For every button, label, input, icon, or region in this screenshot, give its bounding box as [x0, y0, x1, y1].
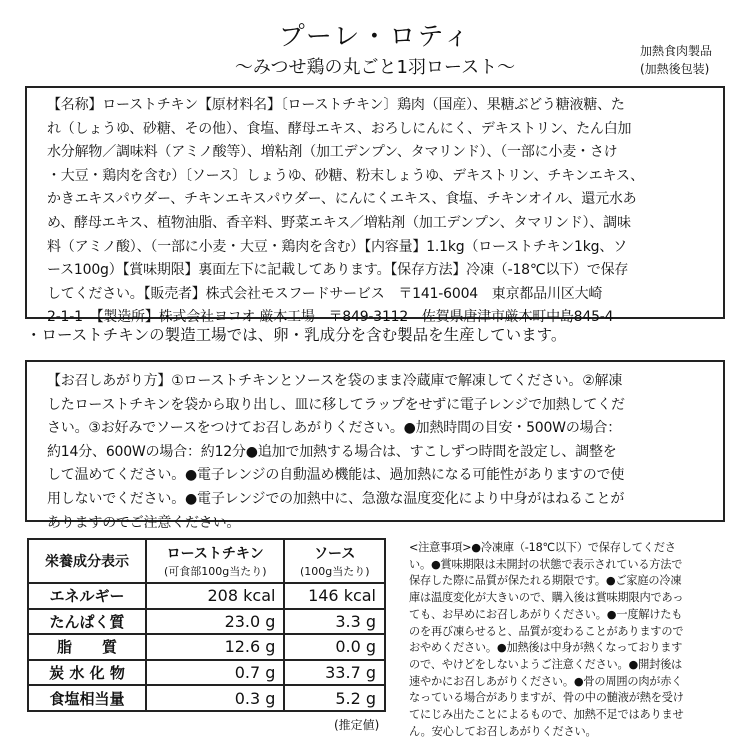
- caution-line: のを再び凍らせると、品質が変わることがありますので: [409, 624, 684, 638]
- howto-box: [25, 360, 725, 531]
- caution-line: なっている場合がありますが、骨の中の髄液が熱を受け: [409, 691, 684, 705]
- product-category: 加熱食肉製品: [640, 44, 713, 58]
- nutrient-name: エネルギー: [28, 583, 146, 609]
- nutrient-value-chicken: 0.7 g: [146, 660, 284, 686]
- nutrition-row: [28, 583, 385, 609]
- caution-line: ても、お早めにお召しあがりください。●一度解けたも: [409, 607, 683, 621]
- nutrient-value-chicken: 23.0 g: [146, 609, 284, 635]
- nutrient-value-chicken: 0.3 g: [146, 685, 284, 711]
- label-line: 料（アミノ酸）、（一部に小麦・大豆・鶏肉を含む）【内容量】1.1kg（ローストチキン1kg、ソ: [47, 238, 627, 255]
- nutrient-value-sauce: 3.3 g: [284, 609, 385, 635]
- allergen-note: ・ローストチキンの製造工場では、卵・乳成分を含む製品を生産しています。: [26, 326, 567, 344]
- nutrition-row: [28, 685, 385, 711]
- nutrient-value-sauce: 5.2 g: [284, 685, 385, 711]
- caution-line: い。●賞味期限は未開封の状態で表示されている方法で: [409, 557, 683, 571]
- caution-line: 保存した際に品質が保たれる期限です。●ご家庭の冷凍: [409, 574, 682, 588]
- nutrient-value-sauce: 146 kcal: [284, 583, 385, 609]
- nutrient-value-sauce: 33.7 g: [284, 660, 385, 686]
- caution-notes: [409, 540, 729, 740]
- nutrient-value-chicken: 12.6 g: [146, 634, 284, 660]
- nutrient-name: 脂 質: [28, 634, 146, 660]
- nutrition-row: [28, 634, 385, 660]
- product-title: プーレ・ロティ: [278, 22, 472, 52]
- product-category-note: (加熱後包装): [640, 62, 710, 76]
- howto-line: さい。③お好みでソースをつけてお召しあがりください。●加熱時間の目安・500Wの場合：: [47, 420, 622, 437]
- col-subtitle: (100g当たり): [299, 565, 370, 578]
- nutrition-col-sauce: [284, 539, 385, 583]
- label-line: 水分解物／調味料（アミノ酸等）、増粘剤（加工デンプン、タマリンド）、（一部に小麦・さけ: [47, 144, 618, 161]
- nutrition-table: [27, 538, 386, 712]
- caution-line: 速やかにお召しあがりください。●骨の周囲の肉が赤く: [409, 674, 683, 688]
- howto-line: 約14分、600Wの場合：約12分●追加で加熱する場合は、すこしずつ時間を設定し、調整を: [47, 443, 617, 460]
- col-title: ソース: [314, 546, 356, 562]
- caution-line: <注意事項>●冷凍庫（-18℃以下）で保存してくださ: [409, 541, 676, 554]
- nutrition-header-row: [28, 539, 385, 583]
- label-line: してください。【販売者】株式会社モスフードサービス 〒141-6004 東京都品川区大崎: [47, 285, 603, 302]
- label-line: 【名称】ローストチキン【原材料名】〔ローストチキン〕鶏肉（国産）、果糖ぶどう糖液糖、た: [47, 97, 625, 113]
- label-line: 2-1-1 【製造所】株式会社ヨコオ 厳木工場 〒849-3112 佐賀県唐津市厳木町中島845-4: [47, 309, 614, 326]
- caution-line: ん。安心してお召しあがりください。: [409, 724, 597, 738]
- estimate-note: (推定値): [334, 718, 380, 732]
- nutrition-header-label: 栄養成分表示: [28, 539, 146, 583]
- nutrient-name: 食塩相当量: [28, 685, 146, 711]
- nutrition-col-chicken: [146, 539, 284, 583]
- caution-line: おやめください。●加熱後は中身が熱くなっております: [409, 641, 683, 655]
- caution-line: てにじみ出たことによるもので、加熱不足ではありませ: [409, 708, 684, 722]
- howto-line: して温めてください。●電子レンジの自動温め機能は、過加熱になる可能性がありますので使: [47, 467, 625, 484]
- nutrition-row: [28, 660, 385, 686]
- howto-line: ありますのでご注意ください。: [47, 514, 241, 531]
- ingredients-label-box: [25, 86, 725, 326]
- caution-line: ので、やけどをしないようご注意ください。●開封後は: [409, 657, 683, 671]
- nutrient-name: 炭 水 化 物: [28, 660, 146, 686]
- nutrient-value-sauce: 0.0 g: [284, 634, 385, 660]
- col-subtitle: (可食部100g当たり): [163, 565, 267, 578]
- caution-line: 庫は温度変化が大きいので、購入後は賞味期限内であっ: [409, 591, 684, 605]
- label-line: め、酵母エキス、植物油脂、香辛料、野菜エキス／増粘剤（加工デンプン、タマリンド）、調味: [47, 214, 631, 231]
- label-line: れ（しょうゆ、砂糖、その他）、食塩、酵母エキス、おろしにんにく、デキストリン、たん白加: [47, 120, 632, 137]
- nutrient-name: たんぱく質: [28, 609, 146, 635]
- product-subtitle: ～みつせ鶏の丸ごと1羽ロースト～: [234, 57, 516, 78]
- label-line: ・大豆・鶏肉を含む）〔ソース〕しょうゆ、砂糖、粉末しょうゆ、デキストリン、チキンエキス、: [47, 167, 644, 184]
- nutrient-value-chicken: 208 kcal: [146, 583, 284, 609]
- col-title: ローストチキン: [166, 546, 264, 562]
- howto-line: 【お召しあがり方】①ローストチキンとソースを袋のまま冷蔵庫で解凍してください。②解凍: [47, 373, 623, 389]
- nutrition-row: [28, 609, 385, 635]
- howto-line: 用しないでください。●電子レンジでの加熱中に、急激な温度変化により中身がはねることが: [47, 490, 625, 507]
- howto-line: したローストチキンを袋から取り出し、皿に移してラップをせずに電子レンジで加熱してくだ: [47, 396, 625, 413]
- label-line: かきエキスパウダー、チキンエキスパウダー、にんにくエキス、食塩、チキンオイル、還元水あ: [47, 191, 637, 208]
- label-line: ース100g）【賞味期限】裏面左下に記載してあります。【保存方法】冷凍（-18℃以下）で保存: [47, 262, 629, 279]
